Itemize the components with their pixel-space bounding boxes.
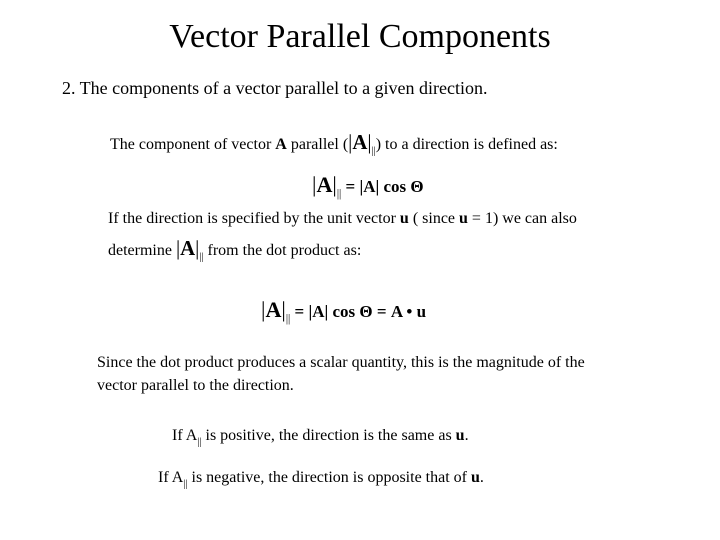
magnitude-bar: |: [348, 131, 353, 154]
definition-text-2: parallel (: [286, 136, 349, 153]
neg-text-a: If A: [158, 469, 184, 486]
definition-line: [110, 131, 558, 157]
magnitude-bar: |: [281, 297, 286, 322]
pos-text-a: If A: [172, 427, 198, 444]
slide-title: Vector Parallel Components: [169, 18, 551, 55]
a-parallel-symbol: A: [265, 297, 282, 322]
magnitude-bar: |: [367, 131, 372, 154]
paragraph2-line2: vector parallel to the direction.: [97, 377, 294, 394]
unit-vector-u: u: [399, 210, 409, 227]
p1-text-e: from the dot product as:: [203, 242, 362, 259]
magnitude-bar: |: [175, 237, 181, 260]
pos-text-b: is positive, the direction is the same as: [201, 427, 456, 444]
unit-vector-u: u: [459, 210, 468, 227]
a-parallel-symbol: A: [180, 237, 196, 260]
magnitude-bar: |: [195, 237, 200, 260]
parallel-subscript: ||: [197, 436, 202, 448]
p1-text-d: determine: [108, 242, 176, 259]
positive-case-line: [172, 427, 469, 448]
formula-cos: [312, 172, 424, 200]
unit-vector-u: u: [416, 302, 427, 321]
paragraph2-line1: Since the dot product produces a scalar quantity, this is the magnitude of the: [97, 354, 585, 371]
definition-text-3: ) to a direction is defined as:: [375, 136, 558, 153]
p1-text-c: = 1) we can also: [467, 210, 577, 227]
parallel-subscript: ||: [336, 187, 342, 200]
vector-a-symbol: A: [390, 302, 403, 321]
p1-text-b: ( since: [408, 210, 460, 227]
paragraph1-line1: [108, 210, 577, 228]
negative-case-line: [158, 469, 484, 490]
unit-vector-u: u: [455, 427, 465, 444]
parallel-subscript: ||: [199, 251, 204, 263]
pos-text-c: .: [464, 427, 469, 444]
formula-rhs: = |A| cos Θ: [341, 177, 424, 196]
magnitude-bar: |: [332, 172, 337, 197]
paragraph1-line2: [108, 237, 361, 263]
formula-dot-product: [261, 297, 426, 325]
unit-vector-u: u: [471, 469, 480, 486]
a-parallel-symbol: A: [352, 131, 368, 154]
a-parallel-symbol: A: [316, 172, 333, 197]
vector-a-symbol: A: [275, 136, 287, 153]
definition-text-1: The component of vector: [110, 136, 276, 153]
neg-text-c: .: [479, 469, 484, 486]
intro-line: 2. The components of a vector parallel to a given direction.: [62, 78, 488, 98]
formula-rhs: = |A| cos Θ =: [290, 302, 391, 321]
parallel-subscript: ||: [285, 312, 291, 325]
parallel-subscript: ||: [183, 478, 188, 490]
neg-text-b: is negative, the direction is opposite that of: [187, 469, 471, 486]
dot-operator: •: [402, 302, 417, 321]
parallel-subscript: ||: [371, 145, 376, 157]
p1-text-a: If the direction is specified by the unit vector: [108, 210, 400, 227]
magnitude-bar: |: [261, 297, 266, 322]
magnitude-bar: |: [312, 172, 317, 197]
